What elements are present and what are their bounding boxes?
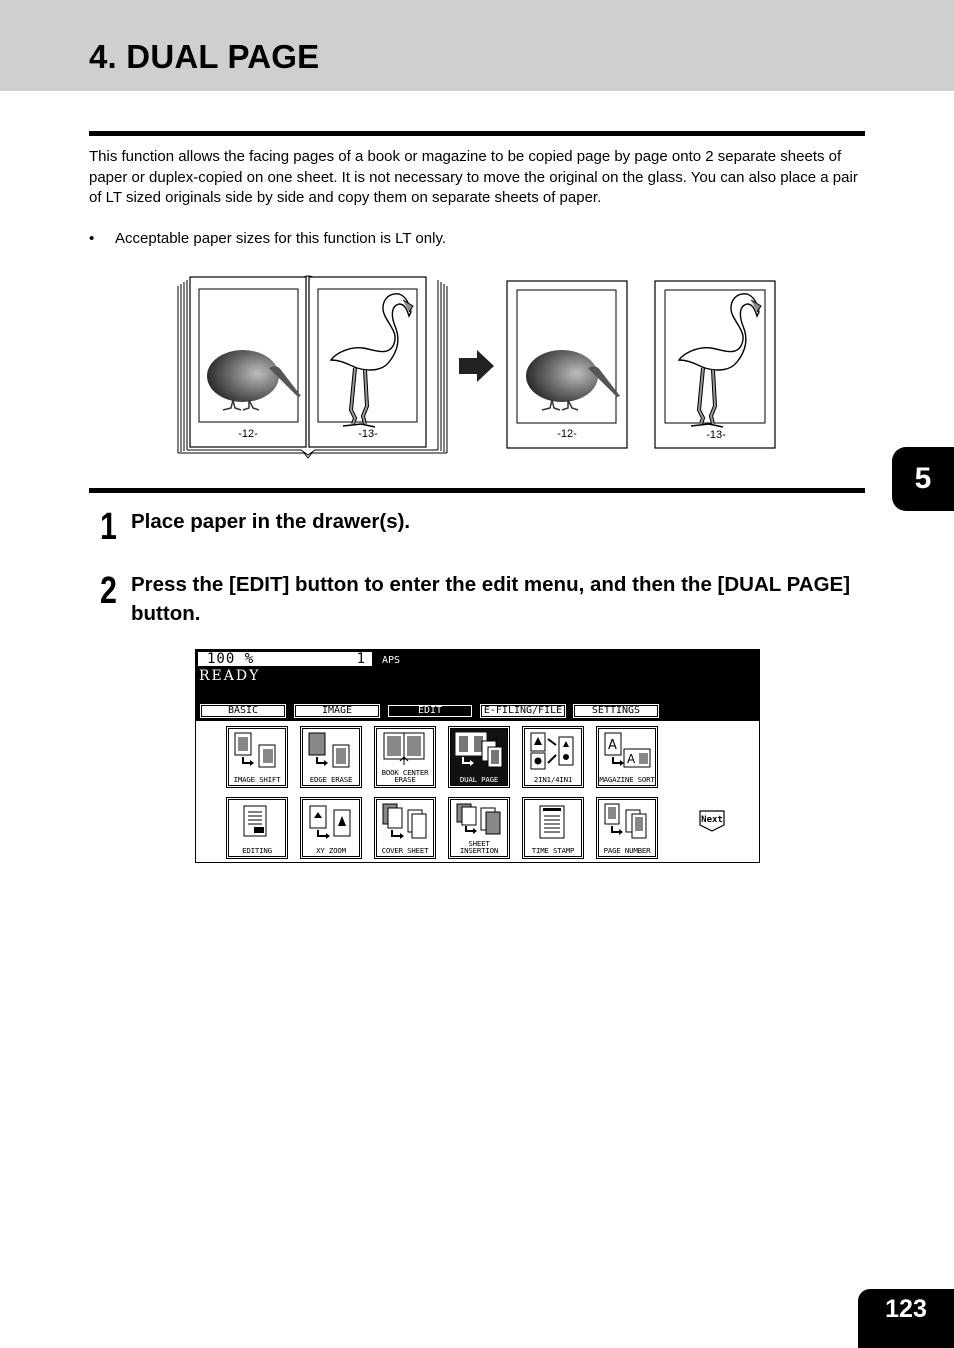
xy-zoom-button[interactable] xyxy=(300,797,362,859)
book-center-erase-label: BOOK CENTER xyxy=(381,768,429,777)
control-panel-screen xyxy=(195,649,760,863)
time-stamp-icon xyxy=(528,802,578,842)
aps-indicator: APS xyxy=(382,655,401,666)
next-label: Next xyxy=(701,815,723,825)
edge-erase-button[interactable] xyxy=(300,726,362,788)
tab-settings[interactable]: SETTINGS xyxy=(572,703,660,719)
sheet-insertion-label: SHEET xyxy=(468,839,490,848)
time-stamp-button[interactable] xyxy=(522,797,584,859)
step-1-text: Place paper in the drawer(s). xyxy=(131,510,411,533)
intro-paragraph: This function allows the facing pages of a book or magazine to be copied page by page onto 2 separate sheets of paper or duplex-copied on one sheet. It is not necessary to move the original on the glass. You can also place a pair of LT sized originals side by side and copy them on separate sheets of paper. xyxy=(89,148,858,206)
magazine-sort-label: MAGAZINE SORT xyxy=(599,775,655,784)
image-shift-icon xyxy=(232,731,282,771)
dual-page-icon xyxy=(454,731,504,771)
edge-erase-label: EDGE ERASE xyxy=(309,775,353,784)
editing-label: EDITING xyxy=(242,846,272,855)
2in1-4in1-button[interactable] xyxy=(522,726,584,788)
page-number-label: PAGE NUMBER xyxy=(603,846,651,855)
xy-zoom-icon xyxy=(306,802,356,842)
section-rule-top xyxy=(89,131,865,136)
sheet1-page-number: -12- xyxy=(557,428,577,440)
output-sheet-2 xyxy=(655,281,775,448)
svg-text:A: A xyxy=(608,738,617,753)
copy-count: 1 xyxy=(356,651,365,667)
image-shift-label: IMAGE SHIFT xyxy=(233,775,281,784)
editing-button[interactable] xyxy=(226,797,288,859)
bullet-item xyxy=(89,229,865,249)
sheet-insertion-button[interactable] xyxy=(448,797,510,859)
editing-icon xyxy=(232,802,282,842)
zoom-value: 100 % xyxy=(207,651,255,667)
2in1-4in1-icon xyxy=(528,731,578,771)
tab-image[interactable]: IMAGE xyxy=(293,703,381,719)
book-left-page-number: -12- xyxy=(238,428,258,440)
page-number: 123 xyxy=(858,1289,954,1348)
book-right-page-number: -13- xyxy=(358,428,378,440)
2in1-4in1-label: 2IN1/4IN1 xyxy=(533,775,573,784)
next-button[interactable] xyxy=(698,809,726,838)
magazine-sort-icon xyxy=(602,731,652,771)
time-stamp-label: TIME STAMP xyxy=(531,846,575,855)
page-number-button[interactable] xyxy=(596,797,658,859)
magazine-sort-button[interactable] xyxy=(596,726,658,788)
open-book xyxy=(178,276,447,458)
step-2-number: 2 xyxy=(100,570,117,612)
next-icon xyxy=(698,809,726,833)
tab-edit[interactable]: EDIT xyxy=(386,703,474,719)
svg-text:A: A xyxy=(627,752,636,766)
cover-sheet-label: COVER SHEET xyxy=(381,846,429,855)
cover-sheet-button[interactable] xyxy=(374,797,436,859)
book-center-erase-label-2: ERASE xyxy=(394,775,416,784)
edge-erase-icon xyxy=(306,731,356,771)
tab-basic[interactable]: BASIC xyxy=(199,703,287,719)
sheet-insertion-icon xyxy=(454,802,504,836)
cover-sheet-icon xyxy=(380,802,430,842)
dual-page-illustration xyxy=(175,272,785,467)
status-area xyxy=(196,650,759,721)
chapter-tab: 5 xyxy=(892,447,954,511)
output-sheet-1 xyxy=(507,281,627,448)
right-arrow-icon xyxy=(459,350,494,382)
sheet-insertion-label-2: INSERTION xyxy=(459,846,499,855)
dual-page-label: DUAL PAGE xyxy=(459,775,499,784)
tab-e-filing-file[interactable]: E-FILING/FILE xyxy=(479,703,567,719)
page-number-icon xyxy=(602,802,652,842)
sheet2-page-number: -13- xyxy=(706,429,726,441)
page-title: 4. DUAL PAGE xyxy=(89,38,320,75)
image-shift-button[interactable] xyxy=(226,726,288,788)
dual-page-button[interactable] xyxy=(448,726,510,788)
bullet-mark: • xyxy=(89,230,95,247)
xy-zoom-label: XY ZOOM xyxy=(316,846,346,855)
step-1-number: 1 xyxy=(100,506,117,548)
section-rule-steps xyxy=(89,488,865,493)
counter-box xyxy=(198,652,372,666)
bullet-text: Acceptable paper sizes for this function is LT only. xyxy=(115,230,447,247)
book-center-erase-icon xyxy=(380,731,430,765)
status-message: READY xyxy=(199,668,261,684)
step-2-text: Press the [EDIT] button to enter the edit menu, and then the [DUAL PAGE] button. xyxy=(131,573,851,625)
book-center-erase-button[interactable] xyxy=(374,726,436,788)
